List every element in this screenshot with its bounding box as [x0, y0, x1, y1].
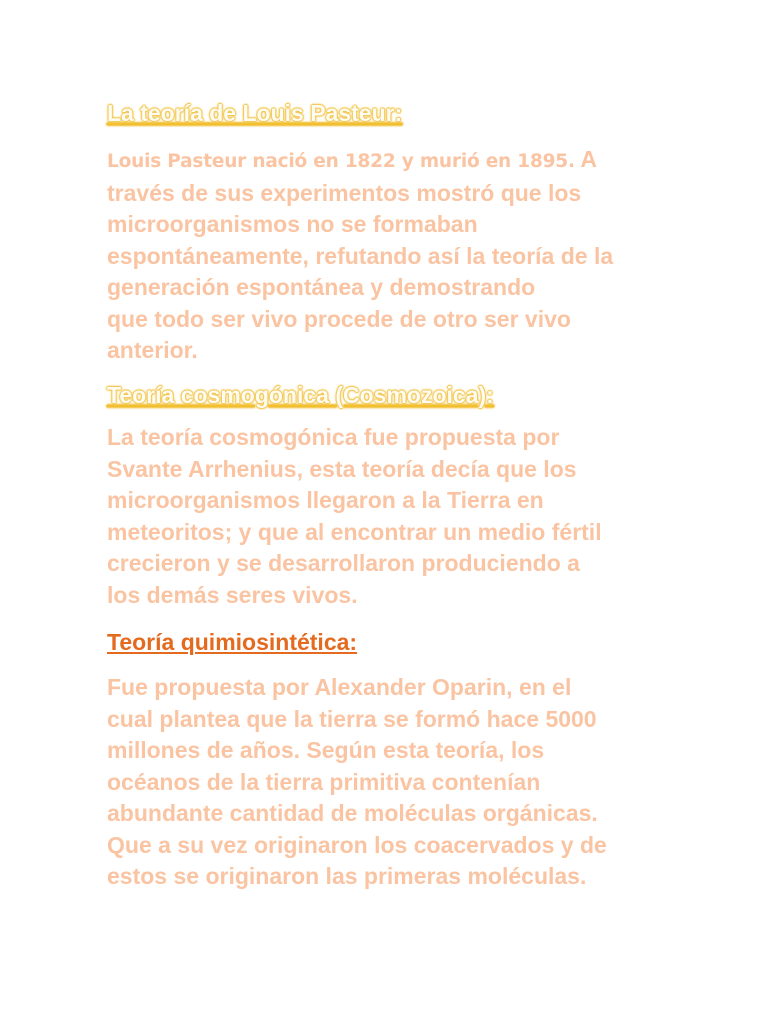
lead-sentence: Louis Pasteur nació en 1822 y murió en 1895.: [107, 151, 575, 172]
paragraph-louis-pasteur: [107, 144, 613, 367]
paragraph-line: que todo ser vivo procede de otro ser vivo: [107, 305, 571, 332]
paragraph-quimiosintetica: [107, 672, 607, 893]
paragraph-cosmogonica: [107, 422, 602, 611]
paragraph-line: generación espontánea y demostrando: [107, 274, 536, 300]
paragraph-line: La teoría cosmogónica fue propuesta por: [107, 424, 560, 450]
paragraph-line: Que a su vez originaron los coacervados y de: [107, 831, 607, 858]
heading-quimiosintetica: Teoría quimiosintética:: [107, 629, 358, 655]
heading-cosmogonica: Teoría cosmogónica (Cosmozoica):: [107, 382, 494, 408]
paragraph-line: Svante Arrhenius, esta teoría decía que los: [107, 455, 577, 482]
paragraph-line: estos se originaron las primeras moléculas.: [107, 863, 587, 889]
paragraph-line: través de sus experimentos mostró que los: [107, 179, 582, 206]
paragraph-line: los demás seres vivos.: [107, 581, 358, 608]
paragraph-line: [107, 144, 613, 178]
paragraph-line: meteoritos; y que al encontrar un medio fértil: [107, 518, 602, 545]
paragraph-line: microorganismos llegaron a la Tierra en: [107, 487, 544, 513]
paragraph-line: océanos de la tierra primitiva contenían: [107, 768, 541, 795]
heading-louis-pasteur: La teoría de Louis Pasteur:: [107, 100, 403, 126]
paragraph-line: espontáneamente, refutando así la teoría de la: [107, 242, 614, 269]
paragraph-line-text: A: [574, 146, 597, 172]
paragraph-line: cual plantea que la tierra se formó hace 5000: [107, 705, 597, 732]
paragraph-line: abundante cantidad de moléculas orgánicas.: [107, 800, 598, 826]
paragraph-line: millones de años. Según esta teoría, los: [107, 737, 545, 763]
paragraph-line: crecieron y se desarrollaron produciendo a: [107, 550, 580, 576]
paragraph-line: Fue propuesta por Alexander Oparin, en el: [107, 674, 572, 700]
paragraph-line: anterior.: [107, 337, 198, 363]
paragraph-line: microorganismos no se formaban: [107, 211, 478, 237]
